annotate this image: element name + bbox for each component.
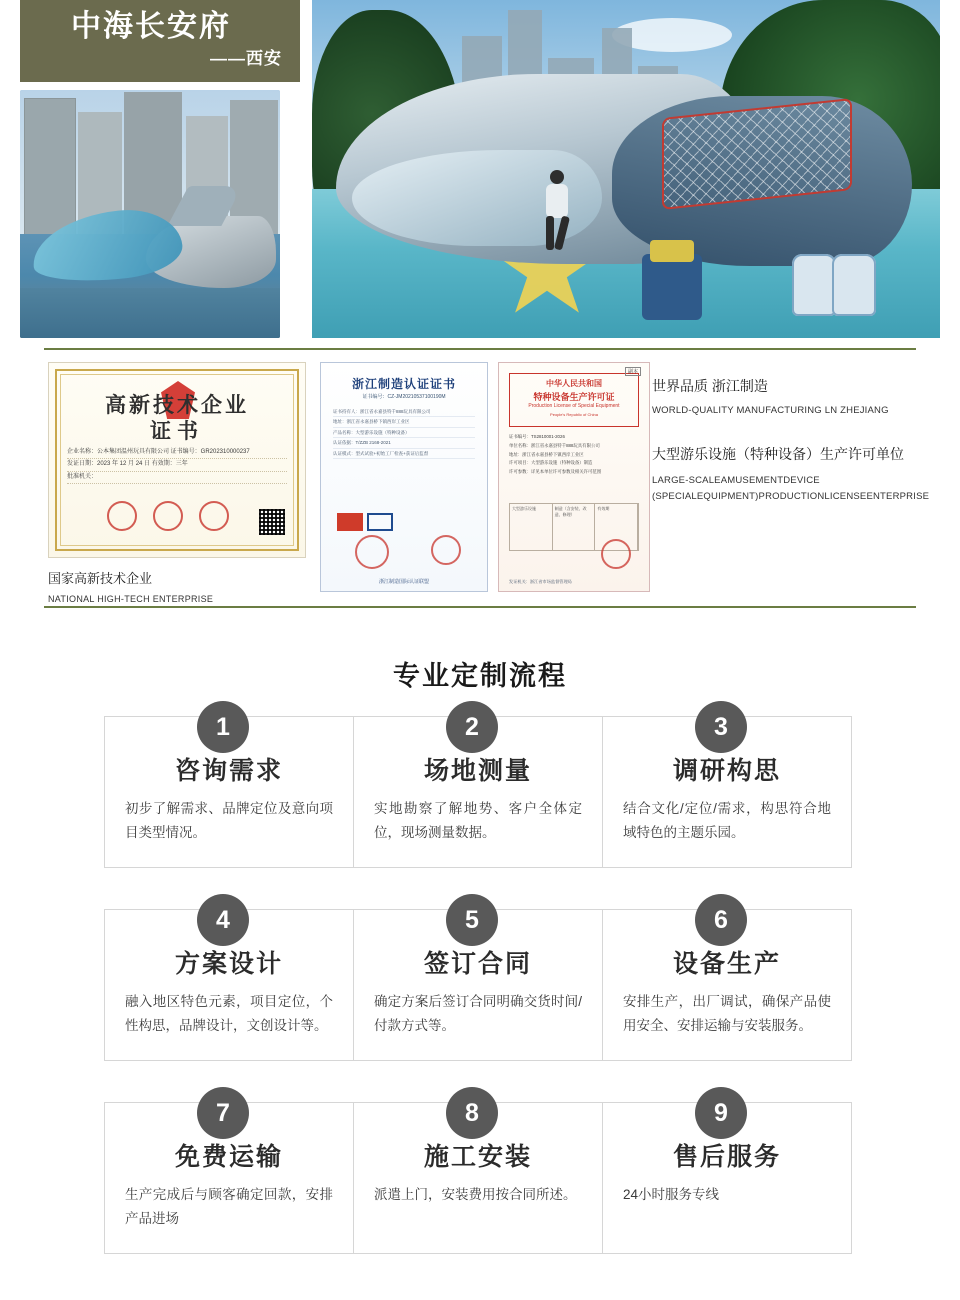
step-description: 初步了解需求、品牌定位及意向项目类型情况。 (125, 801, 333, 840)
certificate-caption (48, 568, 318, 604)
cert2-subtitle: 证书编号：CZ-JM20210537100190M (362, 394, 446, 400)
quality-slogan-cn: 世界品质 浙江制造 (652, 378, 768, 394)
seal-icon (355, 535, 389, 569)
step-number-badge: 7 (197, 1087, 249, 1139)
project-render-image (312, 0, 940, 338)
step-heading: 调研构思 (672, 757, 781, 785)
process-row (104, 700, 856, 868)
certificates-section (0, 348, 960, 618)
process-step-3 (602, 712, 852, 868)
step-description: 安排生产，出厂调试，确保产品使用安全、安排运输与安装服务。 (623, 994, 831, 1033)
cert2-row: 地址：浙江省永嘉县桥下镇西岸工业区 (333, 417, 475, 427)
cert3-table-header: 制造（含安装、改造、修理） (553, 504, 596, 550)
cert3-table-header: 有效期 (595, 504, 638, 550)
divider-top (44, 348, 916, 350)
process-step-5 (353, 905, 603, 1061)
step-description: 确定方案后签订合同明确交货时间/付款方式等。 (374, 994, 582, 1033)
qr-code-icon (259, 509, 285, 535)
step-number-badge: 9 (695, 1087, 747, 1139)
step-description: 实地勘察了解地势、客户全体定位，现场测量数据。 (374, 801, 582, 840)
certificates-text-block (652, 376, 952, 505)
project-subtitle: ——西安 (210, 49, 282, 69)
step-number-badge: 3 (695, 701, 747, 753)
cert3-table-header: 大型游乐设施 (510, 504, 553, 550)
cdh-mark-icon (367, 513, 393, 531)
cert2-title: 浙江制造认证证书 (351, 377, 456, 391)
cert-caption-cn: 国家高新技术企业 (48, 571, 153, 586)
cert3-row: 证书编号：TS2810001-2026 (509, 434, 565, 439)
project-title-box (20, 0, 300, 82)
seal-icon (153, 501, 183, 531)
cert3-row: 地址：浙江省永嘉县桥下镇西岸工业区 (509, 451, 584, 457)
cert3-badge: 副本 (625, 367, 641, 376)
cert2-row: 产品名称：大型游乐设施（特种设备） (333, 428, 475, 438)
process-grid (104, 700, 856, 1279)
process-step-8 (353, 1098, 603, 1254)
cert3-title-line2: 特种设备生产许可证 (533, 392, 615, 402)
seal-icon (601, 539, 631, 569)
step-heading: 方案设计 (174, 950, 283, 978)
project-title: 中海长安府 (71, 9, 231, 43)
process-step-6 (602, 905, 852, 1061)
cert3-title-en2: People's Republic of China (550, 412, 598, 417)
step-heading: 场地测量 (423, 757, 532, 785)
certificate-high-tech (48, 362, 306, 558)
step-heading: 售后服务 (672, 1143, 781, 1171)
cert1-row: 批准机关： (67, 472, 287, 484)
step-description: 结合文化/定位/需求，构思符合地域特色的主题乐园。 (623, 801, 831, 840)
cert1-title-line1: 高新技术企业 (105, 394, 249, 417)
step-number-badge: 1 (197, 701, 249, 753)
cert1-row: 企业名称：公本集团温州玩具有限公司 证书编号：GR202310000237 (67, 447, 287, 459)
step-number-badge: 4 (197, 894, 249, 946)
cert3-footer-left: 发证机关：浙江省市场监督管理局 (509, 579, 572, 584)
cert1-title-line2: 证书 (150, 420, 204, 443)
process-step-7 (104, 1098, 354, 1254)
step-description: 生产完成后与顾客确定回款，安排产品进场 (125, 1187, 333, 1226)
step-description: 24小时服务专线 (623, 1187, 720, 1202)
license-statement-en-line1: LARGE-SCALEAMUSEMENTDEVICE (652, 475, 820, 486)
cert3-row: 许可项目：大型游乐设施（特种设备）制造 (509, 460, 593, 466)
step-heading: 咨询需求 (174, 757, 283, 785)
certificate-special-equipment-license (498, 362, 650, 592)
cert2-row: 认证模式：型式试验+初始工厂检查+获证后监督 (333, 449, 475, 459)
license-statement-cn: 大型游乐设施（特种设备）生产许可单位 (652, 446, 904, 462)
project-photo-real (20, 90, 280, 338)
seal-icon (431, 535, 461, 565)
process-step-9 (602, 1098, 852, 1254)
seal-icon (107, 501, 137, 531)
cert3-row: 单位名称：浙江省永嘉县特千888玩具有限公司 (509, 442, 600, 448)
cert2-row: 认证依据：T/ZZB 2168-2021 (333, 438, 475, 448)
process-row (104, 1086, 856, 1254)
step-number-badge: 6 (695, 894, 747, 946)
cert1-row: 发证日期：2023 年 12 月 24 日 有效期：三年 (67, 459, 287, 471)
cert3-row: 许可参数：详见本单位许可参数及相关许可范围 (509, 469, 602, 475)
cert3-title-line1: 中华人民共和国 (546, 379, 602, 388)
cert2-row: 证书持有人：浙江省永嘉县特千888玩具有限公司 (333, 407, 475, 417)
step-number-badge: 2 (446, 701, 498, 753)
hero-section (0, 0, 960, 340)
process-row (104, 893, 856, 1061)
certificate-zhejiang-manufacturing (320, 362, 488, 592)
divider-bottom (44, 606, 916, 608)
step-number-badge: 8 (446, 1087, 498, 1139)
seal-icon (199, 501, 229, 531)
process-step-1 (104, 712, 354, 868)
cert-caption-en: NATIONAL HIGH-TECH ENTERPRISE (48, 594, 214, 604)
process-step-2 (353, 712, 603, 868)
step-description: 派遣上门，安装费用按合同所述。 (374, 1187, 577, 1202)
process-section-title: 专业定制流程 (393, 661, 567, 692)
process-step-4 (104, 905, 354, 1061)
step-heading: 施工安装 (423, 1143, 532, 1171)
cert2-footer: 浙江制造国际认证联盟 (378, 579, 429, 585)
hero-left (20, 0, 300, 340)
certification-mark-icon (337, 513, 363, 531)
license-statement-en-line2: (SPECIALEQUIPMENT)PRODUCTIONLICENSEENTERPRISE (652, 491, 930, 503)
step-number-badge: 5 (446, 894, 498, 946)
step-description: 融入地区特色元素，项目定位，个性构思，品牌设计，文创设计等。 (125, 994, 333, 1033)
quality-slogan-en: WORLD-QUALITY MANUFACTURING LN ZHEJIANG (652, 405, 889, 416)
cert3-title-en1: Production License of Special Equipment (528, 403, 620, 409)
step-heading: 签订合同 (423, 950, 532, 978)
step-heading: 设备生产 (672, 950, 781, 978)
step-heading: 免费运输 (174, 1143, 283, 1171)
